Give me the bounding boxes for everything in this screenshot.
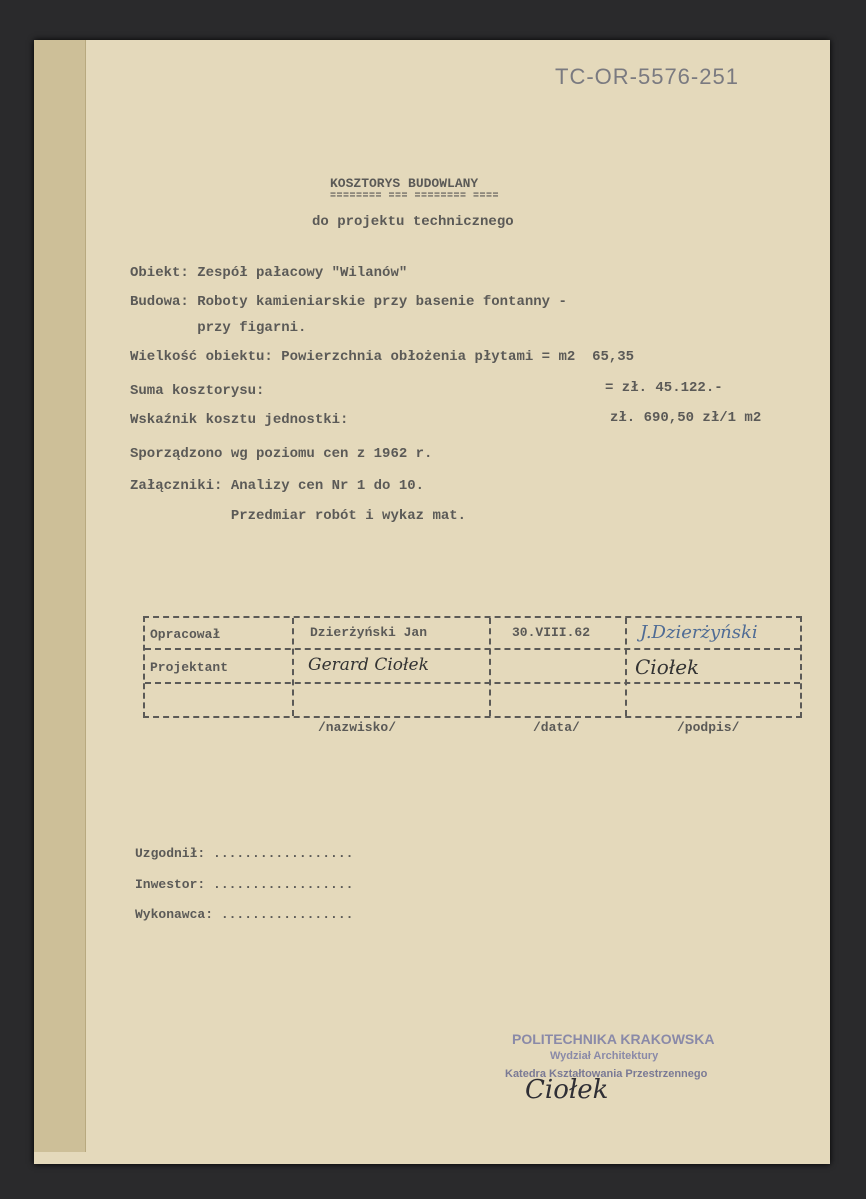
document-title: KOSZTORYS BUDOWLANY [330, 176, 479, 191]
signature-projektant: Ciołek [635, 655, 700, 679]
line-wskaznik: Wskaźnik kosztu jednostki: [130, 412, 349, 428]
line-budowa: Budowa: Roboty kamieniarskie przy basenie fontanny - [130, 294, 567, 310]
approval-uzgodnil: Uzgodnił: .................. [135, 846, 354, 861]
role-opracowal: Opracował [150, 627, 221, 642]
line-budowa-cont: przy figarni. [130, 320, 307, 336]
stamp-faculty: Wydział Architektury [550, 1050, 659, 1062]
date-opracowal: 30.VIII.62 [512, 625, 591, 640]
label-podpis: /podpis/ [677, 720, 740, 735]
value-wskaznik: zł. 690,50 zł/1 m2 [610, 410, 762, 426]
line-sporzadzono: Sporządzono wg poziomu cen z 1962 r. [130, 446, 433, 462]
line-zalaczniki-cont: Przedmiar robót i wykaz mat. [130, 508, 467, 524]
value-suma: = zł. 45.122.- [605, 380, 723, 396]
stamp-department: Katedra Kształtowania Przestrzennego [505, 1068, 708, 1080]
document-page [34, 40, 830, 1164]
line-zalaczniki: Załączniki: Analizy cen Nr 1 do 10. [130, 478, 425, 494]
signature-opracowal: J.Dzierżyński [640, 622, 758, 643]
line-suma: Suma kosztorysu: [130, 383, 265, 399]
binding-strip [34, 40, 86, 1152]
role-projektant: Projektant [150, 660, 229, 675]
name-opracowal: Dzierżyński Jan [310, 625, 428, 640]
name-projektant: Gerard Ciołek [308, 655, 429, 675]
title-underline: ======== === ======== ==== [330, 191, 500, 202]
stamp-signature: Ciołek [525, 1075, 609, 1105]
line-wielkosc: Wielkość obiektu: Powierzchnia obłożenia płytami = m2 65,35 [130, 349, 635, 365]
document-subtitle: do projektu technicznego [312, 214, 514, 230]
label-nazwisko: /nazwisko/ [318, 720, 397, 735]
approval-wykonawca: Wykonawca: ................. [135, 907, 354, 922]
stamp-university: POLITECHNIKA KRAKOWSKA [512, 1031, 715, 1047]
label-data: /data/ [533, 720, 580, 735]
approval-inwestor: Inwestor: .................. [135, 877, 354, 892]
line-obiekt: Obiekt: Zespół pałacowy "Wilanów" [130, 265, 408, 281]
archive-reference: TC-OR-5576-251 [555, 64, 739, 89]
